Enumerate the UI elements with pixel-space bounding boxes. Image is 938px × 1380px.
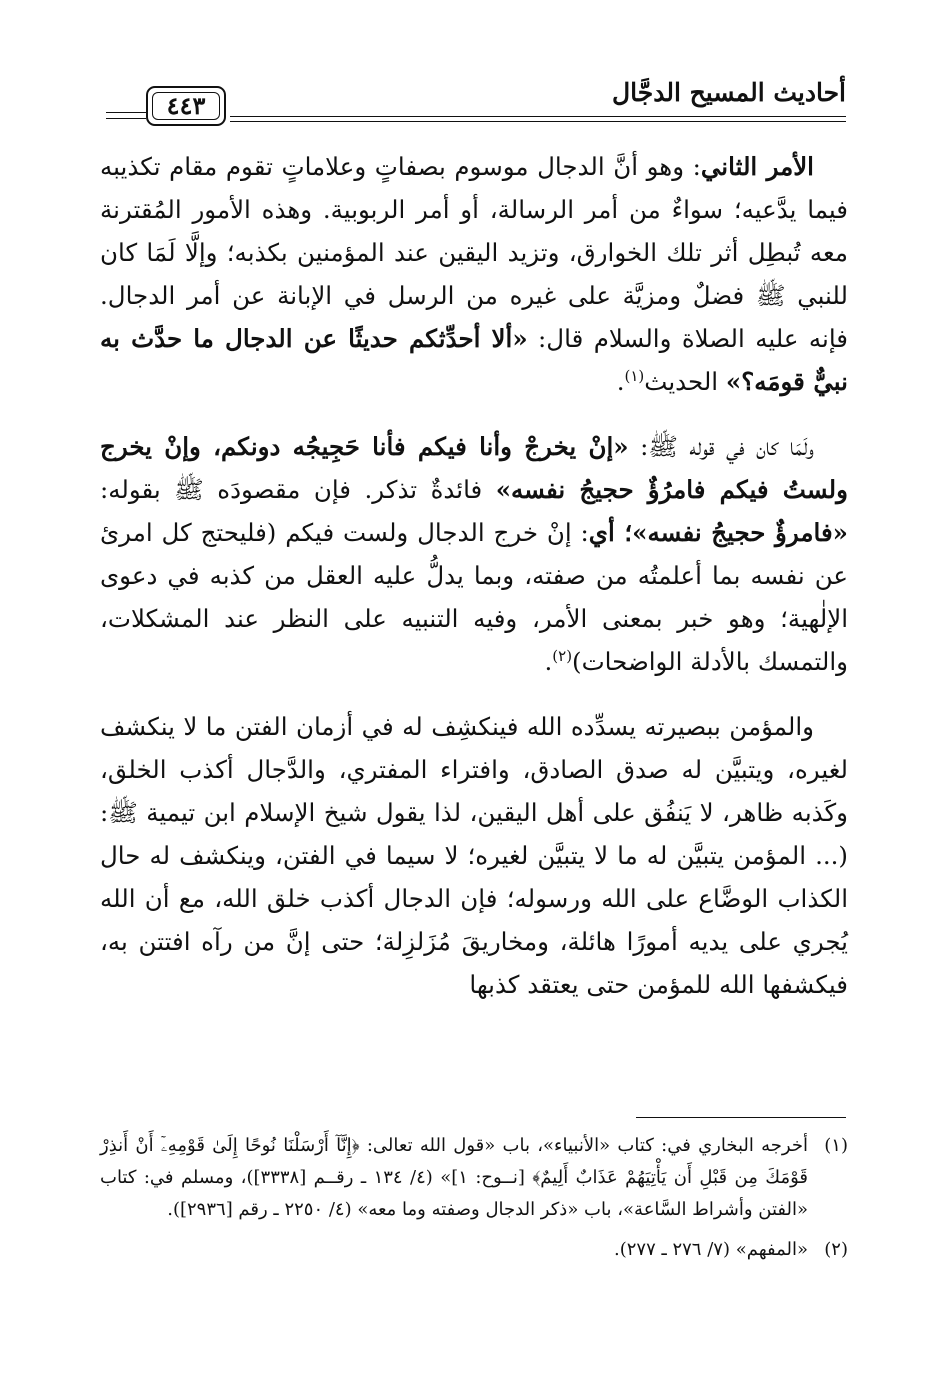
hadith-quote: «إنْ يخرجْ وأنا فيكم فأنا حَجِيجُه دونكم، وإنْ يخرج ولستُ فيكم فامرُؤٌ حجيجُ نفسه» bbox=[100, 432, 848, 504]
footnote-text: «المفهم» (٧/ ٢٧٦ ـ ٢٧٧). bbox=[613, 1239, 808, 1260]
text-run: والمؤمن ببصيرته يسدِّده الله فينكشِف له في أزمان الفتن ما لا ينكشف لغيره، ويتبيَّن له صدق الصادق، وافتراء المفتري، والدَّجال أكذب الخلق، وكَذبه ظاهر، لا يَنفُق على أهل اليقين، لذا يقول شيخ الإسلام ابن تيمية ﷺ: (... المؤمن يتبيَّن له ما لا يتبيَّن لغيره؛ لا سيما في الفتن، وينكشف له حال الكذاب الوضَّاع على الله ورسوله؛ فإن الدجال أكذب خلق الله، مع أن الله يُجري على يديه أمورًا هائلة، ومخاريقَ مُزَلزِلة؛ حتى إنَّ من رآه افتتن به، فيكشفها الله للمؤمن حتى يعتقد كذبها bbox=[100, 712, 848, 999]
footnotes bbox=[100, 1130, 848, 1266]
paragraph-3 bbox=[100, 705, 848, 1006]
hadith-quote: «فامرؤٌ حجيجُ نفسه»؛ أي bbox=[588, 518, 848, 547]
page-number-frame bbox=[146, 86, 226, 126]
page-header bbox=[92, 72, 846, 132]
footnote-ref-2[interactable]: (٢) bbox=[552, 646, 573, 665]
footnote-1 bbox=[100, 1130, 848, 1226]
text-run: . bbox=[544, 647, 553, 676]
footnote-2 bbox=[100, 1234, 848, 1266]
paragraph-lead: الأمر الثاني bbox=[700, 152, 814, 181]
footnote-number: (٢) bbox=[824, 1239, 848, 1260]
text-run: . bbox=[616, 367, 625, 396]
hadith-quote: «ألا أحدِّثكم حديثًا عن الدجال ما حدَّث به نبيٌّ قومَه؟» bbox=[100, 324, 848, 396]
text-run: : إنْ خرج الدجال ولست فيكم (فليحتج كل امرئ عن نفسه بما أعلمتُه من صفته، وبما يدلُّ عليه العقل من كذبه في دعوى الإلٰهية؛ وهو خبر بمعنى الأمر، وفيه التنبيه على النظر عند المشكلات، والتمسك بالأدلة الواضحات) bbox=[100, 518, 848, 676]
header-rule bbox=[230, 121, 846, 122]
header-rule bbox=[230, 116, 846, 117]
running-title: أحاديث المسيح الدجَّال bbox=[612, 78, 846, 107]
footnote-text: أخرجه البخاري في: كتاب «الأنبياء»، باب «قول الله تعالى: ﴿إِنَّآ أَرْسَلْنَا نُوحًا إِلَىٰ قَوْمِهِۦٓ أَنْ أَنذِرْ قَوْمَكَ مِن قَبْلِ أَن يَأْتِيَهُمْ عَذَابٌ أَلِيمٌ﴾ [نــوح: ١]» (٤/ ١٣٤ ـ رقــم [٣٣٣٨])، ومسلم في: كتاب «الفتن وأشراط السَّاعة»، باب «ذكر الدجال وصفته وما معه» (٤/ ٢٢٥٠ ـ رقم [٢٩٣٦]). bbox=[100, 1135, 808, 1220]
text-run: : وهو أنَّ الدجال موسوم بصفاتٍ وعلاماتٍ تقوم مقام تكذيبه فيما يدَّعيه؛ سواءٌ من أمر الرسالة، أو أمر الربوبية. وهذه الأمور المُقترنة معه تُبطِل أثر تلك الخوارق، وتزيد اليقين عند المؤمنين بكذبه؛ وإلَّا لَمَا كان للنبي ﷺ فضلٌ ومزيَّة على غيره من الرسل في الإبانة عن أمر الدجال. فإنه عليه الصلاة والسلام قال: bbox=[100, 152, 848, 353]
header-rule-left bbox=[106, 112, 146, 113]
footnote-number: (١) bbox=[824, 1135, 848, 1156]
paragraph-2 bbox=[100, 425, 848, 683]
page-number: ٤٤٣ bbox=[152, 92, 220, 120]
footnote-separator bbox=[636, 1117, 846, 1118]
header-rule-left bbox=[106, 118, 146, 119]
text-run: الحديث bbox=[644, 367, 726, 396]
paragraph-1 bbox=[100, 145, 848, 403]
text-run: ولَمَا كان في قوله ﷺ: bbox=[628, 432, 814, 461]
footnote-ref-1[interactable]: (١) bbox=[624, 366, 645, 385]
main-text bbox=[100, 145, 848, 1006]
text-run: فائدةٌ تذكر. فإن مقصودَه ﷺ بقوله: bbox=[100, 475, 496, 504]
